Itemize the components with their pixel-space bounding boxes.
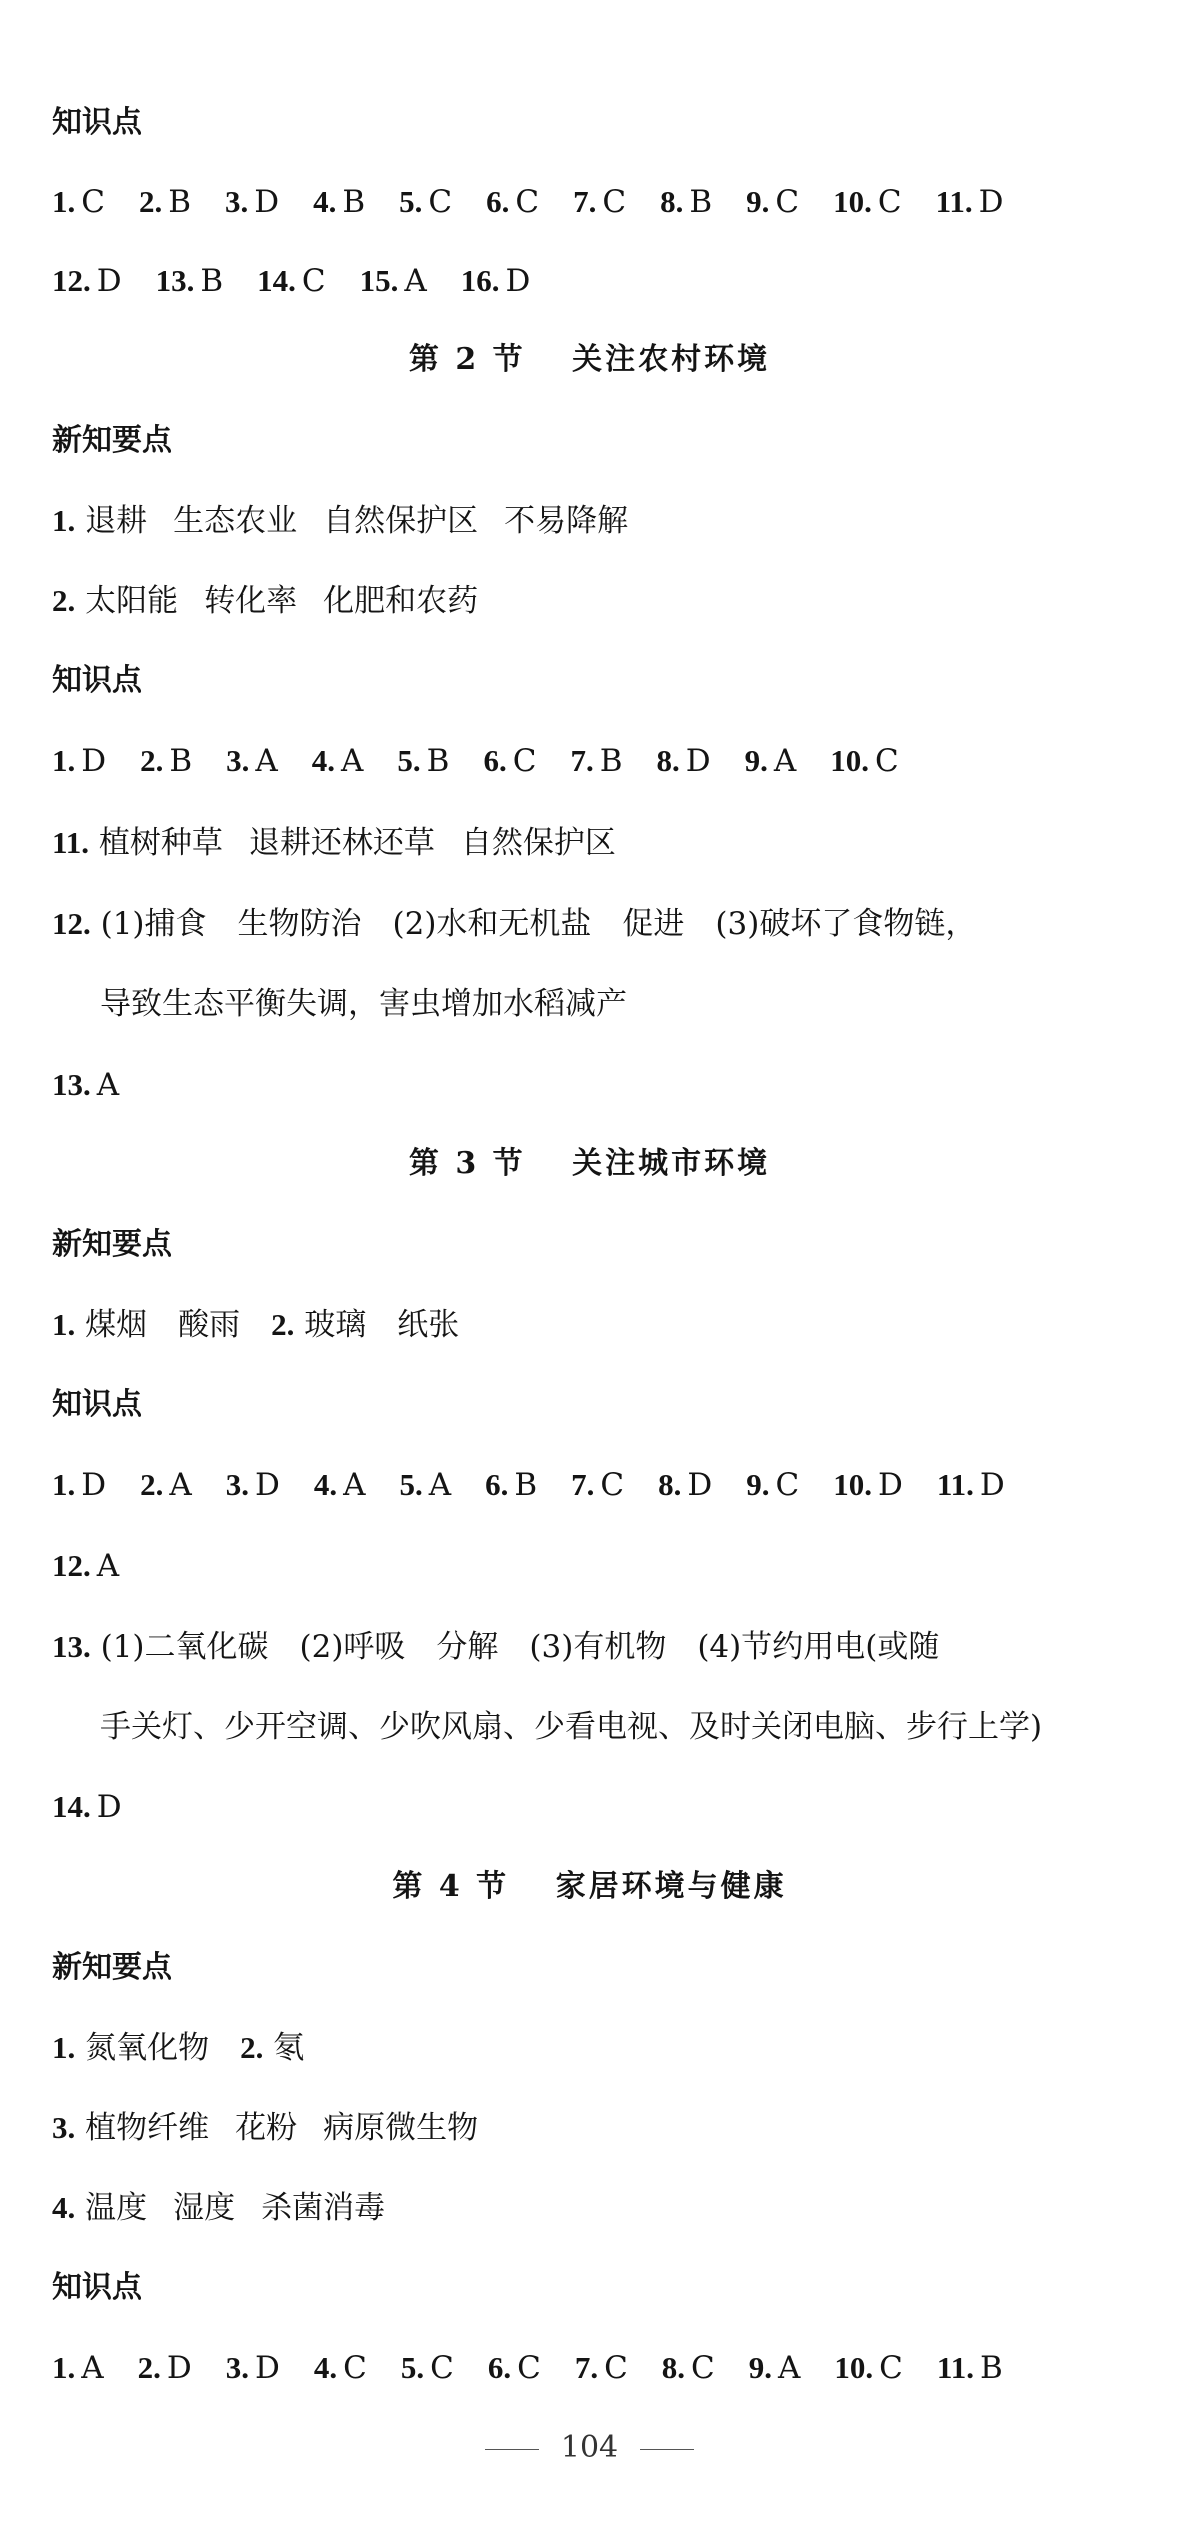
answer-choice: B: [200, 263, 224, 299]
answer-item: [570, 739, 622, 783]
answer-continuation: 手关灯、少开空调、少吹风扇、少看电视、及时关闭电脑、步行上学): [100, 1709, 1043, 1745]
answer-item: [483, 739, 536, 783]
answer-row: [52, 180, 1139, 224]
answer-text: 煤烟 酸雨: [85, 1307, 272, 1343]
answer-row: [52, 821, 1139, 865]
answer-item: [571, 1463, 624, 1507]
answer-item: [52, 2346, 104, 2390]
section-heading: 新知要点: [52, 1227, 172, 1262]
question-number: 2.: [52, 583, 76, 618]
answer-row: [52, 739, 1139, 783]
section-heading: 知识点: [52, 1387, 142, 1422]
question-number: 8.: [660, 184, 684, 219]
question-number: 1.: [52, 503, 76, 538]
question-number: 6.: [483, 743, 507, 778]
answer-item: [52, 1544, 119, 1588]
answer-item: [662, 2346, 715, 2390]
question-number: 11.: [936, 2350, 974, 2385]
question-number: 7.: [570, 743, 594, 778]
answer-text: 氮氧化物: [85, 2030, 241, 2066]
answer-choice: D: [255, 1467, 280, 1503]
answer-item: [52, 739, 106, 783]
answer-item: [746, 1463, 799, 1507]
question-number: 1.: [52, 184, 76, 219]
question-number: 2.: [137, 2350, 161, 2385]
question-number: 2.: [240, 2030, 264, 2065]
answer-choice: D: [255, 2350, 280, 2386]
section-heading: 新知要点: [52, 423, 172, 458]
answer-term: 生态农业: [173, 503, 298, 539]
answer-choice: C: [512, 743, 537, 779]
answer-text: 玻璃 纸张: [304, 1307, 460, 1343]
question-number: 16.: [460, 263, 500, 298]
answer-item: [257, 259, 325, 303]
answer-choice: B: [168, 184, 192, 220]
section-heading: 知识点: [52, 663, 142, 698]
answer-item: [573, 180, 626, 224]
footer-dash-left: [485, 2449, 539, 2450]
question-number: 7.: [574, 2350, 599, 2385]
question-number: 4.: [313, 2350, 338, 2385]
question-number: 10.: [833, 184, 872, 219]
question-number: 1.: [52, 2350, 76, 2385]
answer-term: 不易降解: [504, 503, 629, 539]
question-number: 10.: [830, 743, 869, 778]
answer-row: [52, 1063, 1139, 1107]
answer-choice: A: [255, 743, 278, 779]
answer-choice: D: [687, 1467, 713, 1503]
answer-item: [139, 180, 191, 224]
answer-choice: C: [81, 184, 105, 220]
answer-item: [461, 259, 531, 303]
answer-continuation: 导致生态平衡失调，害虫增加水稻减产: [100, 986, 627, 1022]
answer-choice: D: [96, 263, 122, 299]
question-number: 11.: [936, 1467, 974, 1502]
question-number: 3.: [225, 2350, 249, 2385]
question-number: 3.: [52, 2110, 76, 2145]
answer-row: [52, 2026, 1139, 2070]
question-number: 9.: [744, 743, 768, 778]
answer-choice: D: [505, 263, 531, 299]
answer-row: [52, 1303, 1139, 1347]
question-number: 7.: [573, 184, 597, 219]
question-number: 14.: [257, 263, 296, 298]
answer-term: 太阳能: [85, 583, 179, 619]
question-number: 5.: [399, 1467, 423, 1502]
question-number: 9.: [748, 2350, 773, 2385]
section-title: 第 4 节 家居环境与健康: [392, 1869, 787, 1904]
answer-term: 植物纤维: [85, 2110, 210, 2146]
question-number: 10.: [834, 2350, 874, 2385]
question-number: 2.: [138, 184, 163, 219]
answer-row: [52, 259, 1139, 303]
question-number: 5.: [397, 743, 421, 778]
answer-choice: C: [517, 2350, 541, 2386]
answer-choice: A: [778, 2350, 801, 2386]
answer-item: [400, 1463, 452, 1507]
answer-choice: A: [773, 743, 797, 779]
answer-row: [52, 499, 1139, 543]
answer-item: [937, 2346, 1003, 2390]
question-number: 5.: [400, 2350, 425, 2385]
answer-item: [52, 1063, 119, 1107]
answer-choice: B: [599, 743, 623, 779]
answer-item: [225, 180, 279, 224]
question-number: 15.: [359, 263, 399, 298]
answer-term: 花粉: [235, 2110, 298, 2146]
question-number: 12.: [52, 1548, 91, 1583]
answer-item: [138, 2346, 192, 2390]
question-number: 8.: [661, 2350, 686, 2385]
answer-choice: C: [691, 2350, 715, 2386]
answer-item: [660, 180, 712, 224]
answer-item: [397, 739, 449, 783]
question-number: 12.: [52, 906, 91, 941]
answer-choice: C: [602, 184, 627, 220]
page-number-footer: [0, 2428, 1179, 2468]
answer-item: [488, 2346, 541, 2390]
answer-choice: B: [979, 2350, 1003, 2386]
question-number: 3.: [225, 184, 249, 219]
answer-item: [834, 2346, 902, 2390]
question-number: 9.: [746, 1467, 770, 1502]
answer-row: [52, 2346, 1139, 2390]
question-number: 7.: [571, 1467, 595, 1502]
answer-item: [399, 180, 452, 224]
answer-item: [746, 180, 799, 224]
answer-choice: D: [685, 743, 711, 779]
answer-row: [52, 1544, 1139, 1588]
footer-dash-right: [640, 2449, 694, 2450]
answer-choice: C: [430, 2350, 454, 2386]
answer-term: 病原微生物: [323, 2110, 479, 2146]
question-number: 2.: [140, 1467, 164, 1502]
answer-item: [226, 1463, 280, 1507]
answer-choice: A: [341, 743, 364, 779]
answer-choice: A: [343, 1467, 366, 1503]
answer-term: 湿度: [173, 2190, 236, 2226]
answer-item: [486, 180, 539, 224]
answer-choice: B: [689, 184, 713, 220]
section-heading: 知识点: [52, 105, 142, 140]
answer-item: [313, 180, 365, 224]
answer-choice: D: [254, 184, 280, 220]
question-number: 8.: [658, 1467, 682, 1502]
question-number: 1.: [52, 743, 76, 778]
answer-item: [156, 259, 224, 303]
answer-row: [52, 579, 1139, 623]
answer-choice: C: [604, 2350, 628, 2386]
question-number: 13.: [155, 263, 195, 298]
question-number: 13.: [52, 1067, 91, 1102]
question-number: 3.: [225, 1467, 249, 1502]
answer-item: [833, 1463, 903, 1507]
section-heading: 知识点: [52, 2270, 142, 2305]
answer-item: [749, 2346, 801, 2390]
question-number: 10.: [833, 1467, 872, 1502]
answer-item: [52, 1785, 122, 1829]
section-title: 第 3 节 关注城市环境: [408, 1146, 771, 1181]
answer-choice: B: [342, 184, 366, 220]
answer-choice: C: [775, 184, 800, 220]
answer-choice: D: [96, 1789, 122, 1825]
answer-row: [52, 1785, 1139, 1829]
answer-text: 氡: [273, 2030, 305, 2066]
question-number: 1.: [52, 2030, 76, 2065]
question-number: 1.: [52, 1307, 76, 1342]
question-number: 6.: [487, 2350, 512, 2385]
question-number: 2.: [271, 1307, 295, 1342]
answer-item: [745, 739, 797, 783]
question-number: 6.: [485, 1467, 509, 1502]
answer-choice: C: [515, 184, 540, 220]
answer-term: 转化率: [204, 583, 298, 619]
page-number: 104: [560, 2430, 619, 2465]
answer-choice: C: [874, 743, 899, 779]
answer-choice: D: [81, 1467, 107, 1503]
answer-item: [140, 739, 192, 783]
answer-row: [52, 2106, 1139, 2150]
question-number: 4.: [52, 2190, 76, 2225]
answer-item: [656, 739, 710, 783]
answer-term: 植树种草: [98, 825, 223, 861]
answer-item: [658, 1463, 712, 1507]
answer-term: 自然保护区: [460, 825, 616, 861]
answer-term: 自然保护区: [323, 503, 479, 539]
answer-item: [52, 259, 122, 303]
question-number: 3.: [226, 743, 250, 778]
question-number: 5.: [399, 184, 423, 219]
answer-choice: B: [514, 1467, 538, 1503]
answer-choice: D: [878, 1467, 903, 1503]
question-number: 9.: [746, 184, 770, 219]
question-number: 14.: [52, 1789, 91, 1824]
answer-choice: B: [169, 743, 193, 779]
answer-choice: C: [879, 2350, 903, 2386]
answer-term: 化肥和农药: [323, 583, 479, 619]
question-number: 8.: [656, 743, 680, 778]
answer-choice: A: [169, 1467, 192, 1503]
answer-choice: A: [96, 1067, 120, 1103]
answer-choice: D: [166, 2350, 192, 2386]
answer-item: [226, 2346, 280, 2390]
answer-choice: C: [301, 263, 326, 299]
answer-item: [936, 180, 1004, 224]
answer-text: (1)二氧化碳 (2)呼吸 分解 (3)有机物 (4)节约用电(或随: [100, 1629, 940, 1665]
answer-row: [52, 1463, 1139, 1507]
answer-item: [485, 1463, 537, 1507]
answer-term: 杀菌消毒: [261, 2190, 386, 2226]
answer-item: [314, 1463, 366, 1507]
answer-item: [52, 180, 105, 224]
answer-item: [833, 180, 901, 224]
section-title: 第 2 节 关注农村环境: [408, 342, 771, 377]
question-number: 4.: [313, 184, 337, 219]
question-number: 11.: [52, 825, 90, 860]
question-number: 4.: [313, 1467, 338, 1502]
answer-row: [52, 2186, 1139, 2230]
answer-text: (1)捕食 生物防治 (2)水和无机盐 促进 (3)破坏了食物链，: [100, 906, 977, 942]
question-number: 1.: [52, 1467, 76, 1502]
answer-item: [140, 1463, 192, 1507]
answer-choice: D: [979, 1467, 1005, 1503]
answer-choice: D: [978, 184, 1004, 220]
answer-item: [937, 1463, 1005, 1507]
answer-item: [360, 259, 427, 303]
answer-choice: C: [775, 1467, 800, 1503]
section-heading: 新知要点: [52, 1950, 172, 1985]
question-number: 6.: [486, 184, 510, 219]
question-number: 11.: [935, 184, 973, 219]
answer-term: 退耕还林还草: [248, 825, 435, 861]
answer-term: 温度: [85, 2190, 148, 2226]
answer-item: [401, 2346, 454, 2390]
answer-choice: C: [877, 184, 902, 220]
answer-item: [52, 1463, 106, 1507]
question-number: 12.: [52, 263, 91, 298]
answer-item: [830, 739, 898, 783]
question-number: 4.: [311, 743, 336, 778]
answer-choice: A: [81, 2350, 104, 2386]
answer-row: [52, 902, 1139, 946]
answer-choice: D: [81, 743, 107, 779]
answer-item: [226, 739, 278, 783]
question-number: 13.: [52, 1629, 91, 1664]
answer-choice: C: [343, 2350, 367, 2386]
answer-row: [52, 1625, 1139, 1669]
answer-choice: A: [404, 263, 427, 299]
answer-choice: B: [426, 743, 450, 779]
question-number: 2.: [140, 743, 164, 778]
answer-item: [314, 2346, 367, 2390]
answer-choice: C: [600, 1467, 625, 1503]
answer-term: 退耕: [85, 503, 148, 539]
answer-choice: C: [428, 184, 453, 220]
answer-choice: A: [428, 1467, 452, 1503]
answer-choice: A: [96, 1548, 120, 1584]
answer-item: [312, 739, 364, 783]
answer-item: [575, 2346, 628, 2390]
